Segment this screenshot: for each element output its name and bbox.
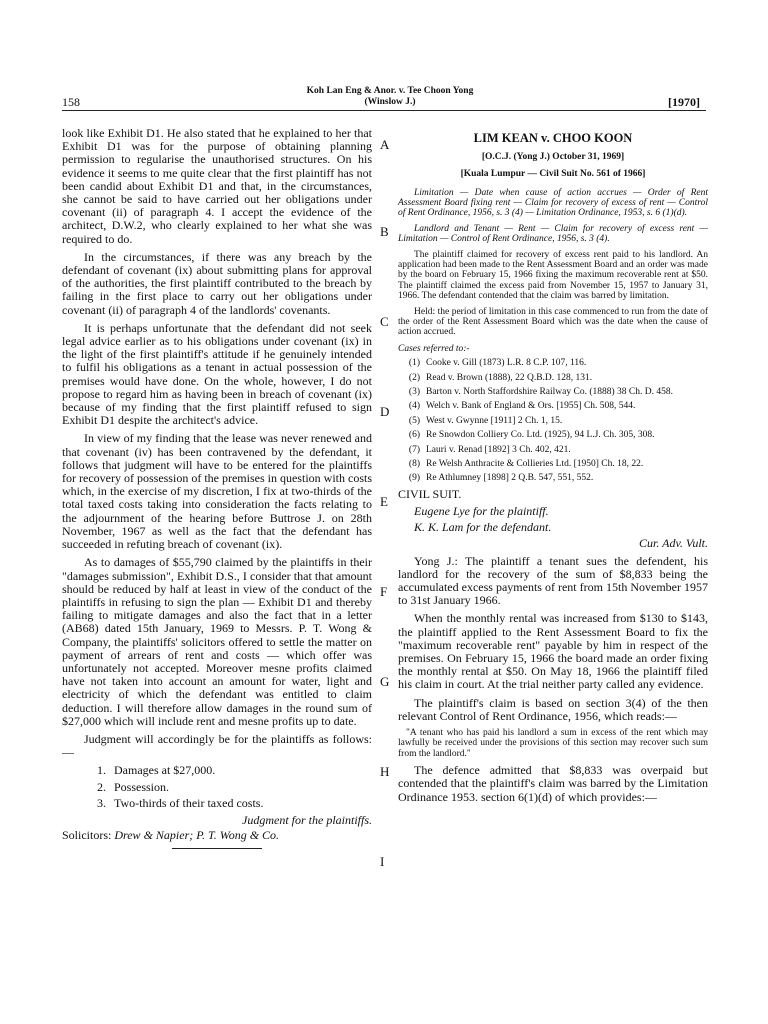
citation-number: (6) [408, 430, 420, 441]
case-citation [398, 445, 708, 455]
report-year: [1970] [668, 95, 700, 109]
running-header-case: Koh Lan Eng & Anor. v. Tee Choon Yong [306, 86, 474, 96]
solicitors-label: Solicitors: [62, 828, 112, 843]
citation-text: Welch v. Bank of England & Ors. [1955] Ch. 508, 544. [426, 401, 636, 412]
order-text: Two-thirds of their taxed costs. [114, 795, 264, 810]
paragraph: The plaintiff's claim is based on section 3(4) of the then relevant Control of Rent Ordinance, 1956, which reads:— [398, 695, 708, 723]
left-column [62, 127, 372, 849]
paragraph: It is perhaps unfortunate that the defendant did not seek legal advice earlier as to his obligations under covenant (ix) in the light of the first plaintiff's attitude if he genuinely intended to fulfil his obligations as a tenant in actual possession of the premises would have done. On the whole, however, I do not propose to regard him as having been in breach of covenant (ix) because of my finding that the first plaintiff refused to sign Exhibit D1 despite the architect's advice. [62, 320, 372, 428]
end-rule [172, 848, 262, 849]
paragraph: As to damages of $55,790 claimed by the plaintiffs in their "damages submission", Exhibit D.S., I consider that that amount should be reduced by half at least in view of the conduct of the plaintiffs in refusing to sign the plan — Exhibit D1 and thereby failing to mitigate damages and also the fact that in a letter (AB68) dated 15th January, 1969 to Messrs. P. T. Wong & Company, the plaintiffs' solicitors offered to settle the matter on payment of arrears of rent and costs — which offer was unfortunately not accepted. Moreover mesne profits claimed have not taken into account an amount for water, light and electricity of which the defendant was entitled to claim deduction. I will therefore allow damages in the round sum of $27,000 which will include rent and mesne profits up to date. [62, 555, 372, 728]
citation-number: (1) [408, 358, 420, 369]
paragraph: Judgment will accordingly be for the plaintiffs as follows: — [62, 731, 372, 760]
citation-text: Cooke v. Gill (1873) L.R. 8 C.P. 107, 116. [426, 358, 587, 369]
case-citation [398, 459, 708, 469]
citation-number: (7) [408, 444, 420, 455]
paragraph: Yong J.: The plaintiff a tenant sues the defendent, his landlord for the recovery of the sum of $8,833 being the accumulated excess payments of rent from 15th November 1957 to 31st January 1966. [398, 553, 708, 608]
case-summary: The plaintiff claimed for recovery of excess rent paid to his landlord. An application had been made to the Rent Assessment Board and an order was made by the board on February 15, 1966 fixing the maximum recoverable rent at $50. The plaintiff claimed the excess paid from November 15, 1957 to January 31, 1966. The defendant contended that the claim was barred by limitation. [398, 249, 708, 302]
civil-suit-heading: CIVIL SUIT. [398, 486, 462, 501]
order-item [84, 781, 372, 794]
running-header-judge: (Winslow J.) [364, 97, 416, 107]
order-number: 3. [97, 795, 106, 810]
order-item [84, 797, 372, 810]
judgment-orders [84, 764, 372, 810]
margin-letter: C [380, 314, 389, 329]
solicitors-names: Drew & Napier; P. T. Wong & Co. [114, 828, 280, 843]
cur-adv-vult: Cur. Adv. Vult. [639, 536, 708, 551]
solicitors [62, 829, 372, 842]
citation-text: Read v. Brown (1888), 22 Q.B.D. 128, 131. [426, 372, 593, 383]
citation-number: (3) [408, 386, 420, 397]
order-text: Damages at $27,000. [114, 763, 216, 778]
paragraph: look like Exhibit D1. He also stated that he explained to her that Exhibit D1 was for the purpose of obtaining planning permission to regularise the unauthorised structures. On his evidence it seems to me quite clear that the first plaintiff has not been candid about Exhibit D1 and that, in the circumstances, she cannot be said to have carried out her obligations under covenant (ii) of paragraph 4. I accept the evidence of the architect, D.W.2, who clearly explained to her what she was required to do. [62, 126, 372, 246]
paragraph: In view of my finding that the lease was never renewed and that covenant (iv) has been contravened by the defendant, it follows that judgment will have to be entered for the plaintiffs for recovery of possession of the premises in question with costs which, in the exercise of my discretion, I fix at two-thirds of the total taxed costs taking into consideration the facts relating to the adjournment of the hearing before Buttrose J. on 28th November, 1967 as well as the fact that the defendant has succeeded in refuting breach of covenant (ix). [62, 431, 372, 552]
judgment-for: Judgment for the plaintiffs. [242, 812, 372, 827]
cases-referred-label: Cases referred to:- [398, 343, 470, 354]
order-text: Possession. [114, 779, 170, 794]
margin-letter: G [380, 674, 390, 689]
margin-letter: B [380, 224, 389, 239]
case-citation [398, 358, 708, 368]
paragraph: In the circumstances, if there was any breach by the defendant of covenant (ix) about submitting plans for approval of the authorities, the first plaintiff contributed to the breach by failing in the first place to carry out her obligations under covenant (ii) of paragraph 4 of the landlords' covenants. [62, 249, 372, 317]
case-held: Held: the period of limitation in this case commenced to run from the date of the order of the Rent Assessment Board which was the date when the cause of action accrued. [398, 306, 708, 338]
citation-text: Lauri v. Renad [1892] 3 Ch. 402, 421. [426, 444, 571, 455]
citation-number: (9) [408, 473, 420, 484]
citation-text: West v. Gwynne [1911] 2 Ch. 1, 15. [426, 415, 563, 426]
order-number: 1. [97, 763, 106, 778]
case-court: [O.C.J. (Yong J.) October 31, 1969] [481, 152, 625, 163]
counsel-plaintiff: Eugene Lye for the plaintiff. [414, 503, 549, 518]
margin-letter: D [380, 404, 390, 419]
headnote: Limitation — Date when cause of action accrues — Order of Rent Assessment Board fixing rent — Claim for recovery of excess of rent — Control of Rent Ordinance, 1956, s. 3 (4) — Limitation Ordinance, 1953, s. 6 (1)(d). [398, 187, 708, 219]
case-citation [398, 373, 708, 383]
citation-text: Re Snowdon Colliery Co. Ltd. (1925), 94 L.J. Ch. 305, 308. [426, 430, 655, 441]
counsel-defendant: K. K. Lam for the defendant. [414, 520, 552, 535]
margin-letter: H [380, 764, 390, 779]
case-citation [398, 416, 708, 426]
case-reference: [Kuala Lumpur — Civil Suit No. 561 of 1966] [460, 169, 646, 180]
citation-text: Barton v. North Staffordshire Railway Co. (1888) 38 Ch. D. 458. [426, 386, 673, 397]
margin-letter: F [380, 584, 388, 599]
page-number: 158 [62, 95, 80, 109]
citation-number: (8) [408, 458, 420, 469]
headnote: Landlord and Tenant — Rent — Claim for recovery of excess rent — Limitation — Control of Rent Ordinance, 1956, s. 3 (4). [398, 223, 708, 245]
case-citation [398, 401, 708, 411]
order-number: 2. [97, 779, 106, 794]
citation-text: Re Athlumney [1898] 2 Q.B. 547, 551, 552. [426, 473, 594, 484]
margin-letter: E [380, 494, 388, 509]
statute-quote: "A tenant who has paid his landlord a sum in excess of the rent which may lawfully be received under the provisions of this section may recover such sum from the landlord." [398, 728, 708, 759]
header-rule [62, 110, 706, 111]
margin-letter: A [380, 137, 390, 152]
case-citation [398, 473, 708, 483]
citation-number: (5) [408, 415, 420, 426]
order-item [84, 764, 372, 777]
right-column [398, 132, 708, 809]
running-header [240, 86, 540, 108]
paragraph: When the monthly rental was increased from $130 to $143, the plaintiff applied to the Rent Assessment Board to fix the "maximum recoverable rent" payable by him in respect of the premises. On February 15, 1966 the board made an order fixing the monthly rental at $50. On May 18, 1966 the plaintiff filed his claim in court. At the trial neither party called any evidence. [398, 611, 708, 692]
paragraph: The defence admitted that $8,833 was overpaid but contended that the plaintiff's claim was barred by the Limitation Ordinance 1953. section 6(1)(d) of which provides:— [398, 763, 708, 804]
case-title: LIM KEAN v. CHOO KOON [473, 131, 633, 145]
case-citation [398, 430, 708, 440]
case-citation [398, 387, 708, 397]
citation-text: Re Welsh Anthracite & Collieries Ltd. [1950] Ch. 18, 22. [426, 458, 644, 469]
margin-letter: I [380, 854, 385, 869]
citation-number: (4) [408, 401, 420, 412]
citation-number: (2) [408, 372, 420, 383]
cases-referred-list [398, 358, 708, 484]
